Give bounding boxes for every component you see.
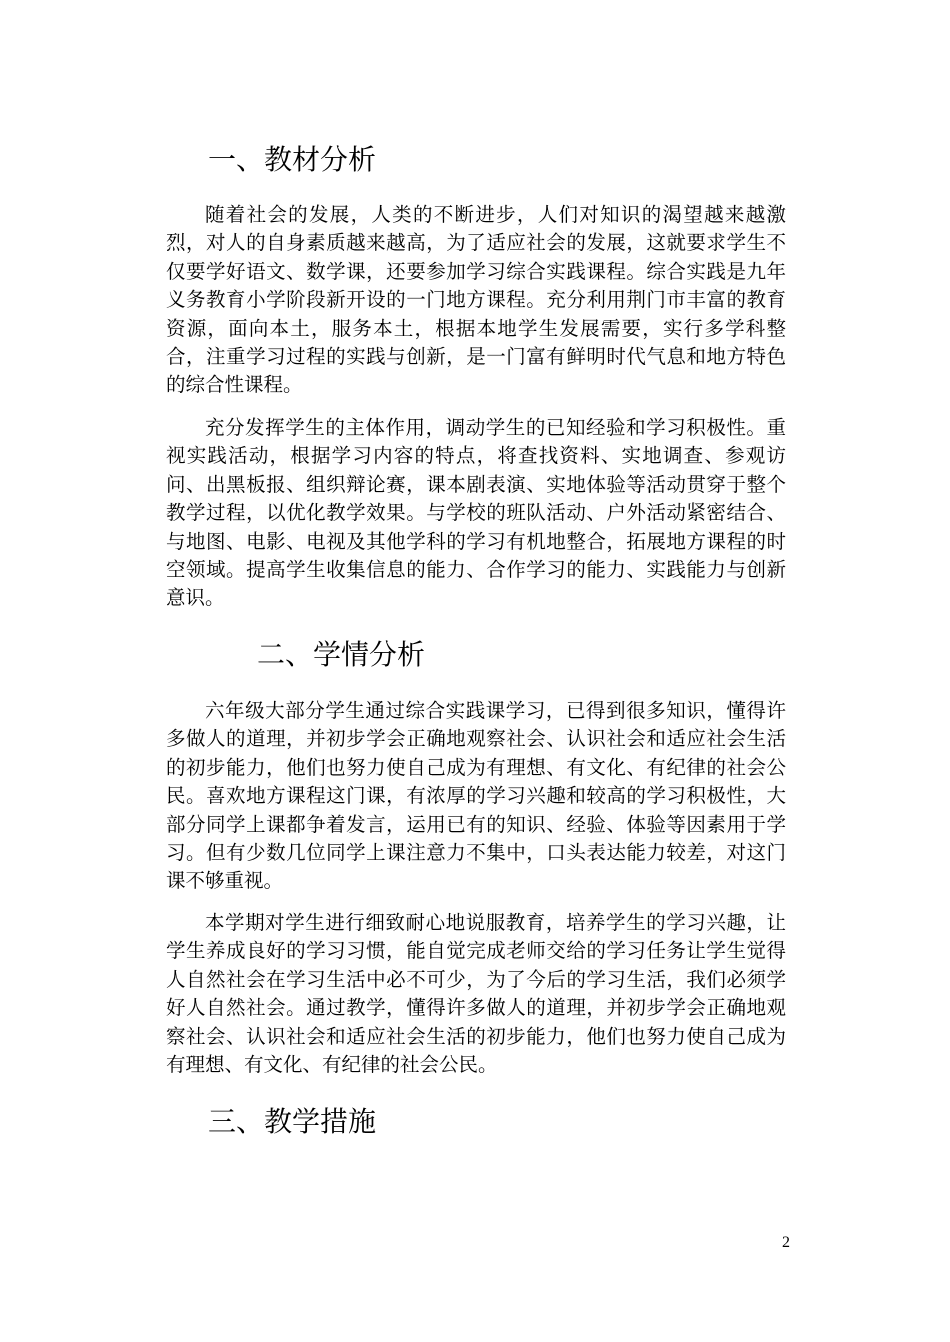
page-number: 2 xyxy=(782,1234,790,1251)
section-heading-teaching-measures: 三、教学措施 xyxy=(208,1105,377,1138)
paragraph-textbook-analysis-2: 充分发挥学生的主体作用，调动学生的已知经验和学习积极性。重视实践活动，根据学习内容的特点，将查找资料、实地调查、参观访问、出黑板报、组织辩论赛，课本剧表演、实地体验等活动贯穿于整个教学过程，以优化教学效果。与学校的班队活动、户外活动紧密结合、与地图、电影、电视及其他学科的学习有机地整合，拓展地方课程的时空领域。提高学生收集信息的能力、合作学习的能力、实践能力与创新意识。 xyxy=(166,416,786,610)
paragraph-student-analysis-2: 本学期对学生进行细致耐心地说服教育，培养学生的学习兴趣，让学生养成良好的学习习惯，能自觉完成老师交给的学习任务让学生觉得人自然社会在学习生活中必不可少，为了今后的学习生活，我们必须学好人自然社会。通过教学，懂得许多做人的道理，并初步学会正确地观察社会、认识社会和适应社会生活的初步能力，他们也努力使自己成为有理想、有文化、有纪律的社会公民。 xyxy=(166,911,786,1077)
paragraph-student-analysis-1: 六年级大部分学生通过综合实践课学习，已得到很多知识，懂得许多做人的道理，并初步学会正确地观察社会、认识社会和适应社会生活的初步能力，他们也努力使自己成为有理想、有文化、有纪律的社会公民。喜欢地方课程这门课，有浓厚的学习兴趣和较高的学习积极性，大部分同学上课都争着发言，运用已有的知识、经验、体验等因素用于学习。但有少数几位同学上课注意力不集中，口头表达能力较差，对这门课不够重视。 xyxy=(166,699,786,893)
section-heading-textbook-analysis: 一、教材分析 xyxy=(208,143,377,176)
paragraph-textbook-analysis-1: 随着社会的发展，人类的不断进步，人们对知识的渴望越来越激烈，对人的自身素质越来越高，为了适应社会的发展，这就要求学生不仅要学好语文、数学课，还要参加学习综合实践课程。综合实践是九年义务教育小学阶段新开设的一门地方课程。充分利用荆门市丰富的教育资源，面向本土，服务本土，根据本地学生发展需要，实行多学科整合，注重学习过程的实践与创新，是一门富有鲜明时代气息和地方特色的综合性课程。 xyxy=(166,203,786,397)
section-heading-student-analysis: 二、学情分析 xyxy=(257,638,426,671)
